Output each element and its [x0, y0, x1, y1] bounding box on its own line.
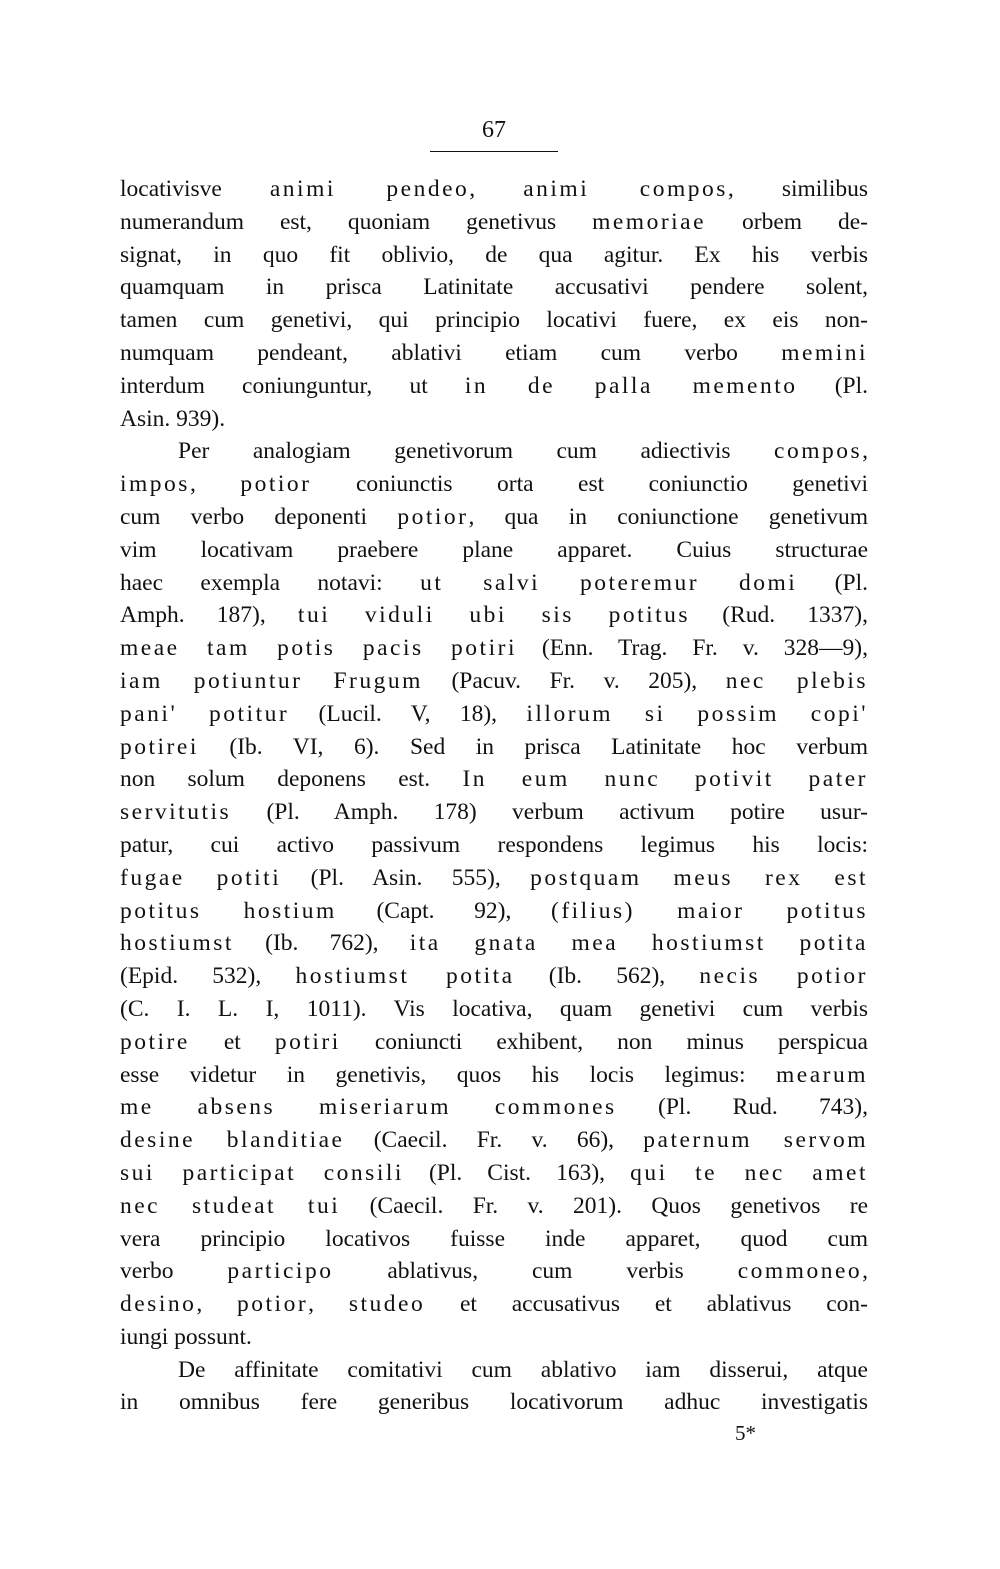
- spaced-emphasis: animi compos: [523, 176, 728, 202]
- spaced-emphasis: necis potior: [699, 963, 868, 990]
- text-line: [120, 1059, 868, 1092]
- text-segment: verbo: [120, 1258, 228, 1285]
- text-segment: ,: [189, 471, 241, 498]
- spaced-emphasis: potior: [240, 471, 312, 498]
- text-line: [120, 1255, 868, 1288]
- spaced-emphasis: nec plebis: [725, 667, 868, 694]
- spaced-emphasis: sui participat consili: [120, 1159, 404, 1186]
- text-line: [120, 599, 868, 632]
- text-line: [120, 1157, 868, 1190]
- text-segment: cum verbo deponenti: [120, 503, 398, 530]
- spaced-emphasis: iam potiuntur Frugum: [120, 667, 423, 694]
- text-line: [120, 1354, 868, 1387]
- text-line: [120, 862, 868, 895]
- text-segment: et accusativus et ablativus con-: [425, 1291, 869, 1318]
- spaced-emphasis: me absens miseriarum commones: [120, 1094, 617, 1121]
- spaced-emphasis: potitus hostium: [120, 897, 337, 924]
- spaced-emphasis: fugae potiti: [120, 864, 282, 891]
- text-line: [120, 665, 868, 698]
- text-segment: (Ib. 562),: [514, 963, 700, 990]
- header-rule: [430, 151, 558, 152]
- text-segment: et: [189, 1028, 275, 1055]
- text-segment: ,: [469, 176, 524, 202]
- text-segment: orbem de-: [706, 208, 869, 235]
- text-segment: non solum deponens est.: [120, 766, 463, 793]
- spaced-emphasis: meae tam potis pacis potiri: [120, 635, 517, 662]
- text-line: [120, 763, 868, 796]
- text-segment: esse videtur in genetivis, quos his locis legimus:: [120, 1061, 776, 1088]
- text-segment: numerandum est, quoniam genetivus: [120, 208, 593, 235]
- text-line: [120, 534, 868, 567]
- text-line: [120, 271, 868, 304]
- spaced-emphasis: illorum si possim copi': [526, 700, 869, 727]
- text-line: [120, 567, 868, 600]
- spaced-emphasis: desino: [120, 1291, 197, 1318]
- text-segment: (Ib. 762),: [233, 930, 410, 957]
- text-segment: vim locativam praebere plane apparet. Cuius structurae: [120, 536, 868, 563]
- text-line: [120, 370, 868, 403]
- spaced-emphasis: memoriae: [592, 208, 707, 235]
- spaced-emphasis: desine blanditiae: [120, 1127, 345, 1154]
- text-line: [120, 1124, 868, 1157]
- text-segment: quamquam in prisca Latinitate accusativi pendere solent,: [120, 274, 868, 301]
- spaced-emphasis: postquam meus rex est: [530, 864, 868, 891]
- text-segment: (Capt. 92),: [336, 897, 551, 924]
- signature-mark: 5*: [735, 1421, 756, 1445]
- text-line: [120, 1386, 868, 1419]
- spaced-emphasis: participo: [227, 1258, 334, 1285]
- text-segment: (Rud. 1337),: [690, 602, 868, 629]
- text-segment: (Ib. VI, 6). Sed in prisca Latinitate hoc verbum: [198, 733, 868, 760]
- text-segment: interdum coniunguntur, ut: [120, 372, 465, 399]
- text-segment: in omnibus fere generibus locativorum adhuc investigatis: [120, 1389, 868, 1416]
- spaced-emphasis: servitutis: [120, 799, 232, 826]
- spaced-emphasis: potior: [237, 1291, 309, 1318]
- text-segment: , similibus: [727, 176, 868, 202]
- spaced-emphasis: potior: [397, 503, 469, 530]
- text-line: [120, 960, 868, 993]
- text-line: [120, 698, 868, 731]
- spaced-emphasis: hostiumst: [120, 930, 234, 957]
- body-text: [120, 173, 868, 1419]
- spaced-emphasis: mearum: [776, 1061, 868, 1088]
- text-line: [120, 173, 868, 206]
- text-segment: De affinitate comitativi cum ablativo iam disserui, atque: [178, 1356, 868, 1383]
- text-segment: (Pl. Amph. 178) verbum activum potire usur-: [231, 799, 868, 826]
- text-line: [120, 304, 868, 337]
- text-line: [120, 895, 868, 928]
- text-segment: (Pl.: [797, 569, 868, 596]
- text-segment: ,: [862, 1258, 868, 1285]
- text-segment: iungi possunt.: [120, 1323, 252, 1350]
- spaced-emphasis: impos: [120, 471, 190, 498]
- spaced-emphasis: pani' potitur: [120, 700, 290, 727]
- text-segment: (Pl.: [797, 372, 868, 399]
- text-line: [120, 731, 868, 764]
- text-segment: (Enn. Trag. Fr. v. 328—9),: [516, 635, 868, 662]
- text-line: [120, 1190, 868, 1223]
- spaced-emphasis: ita gnata mea hostiumst potita: [409, 930, 868, 957]
- text-segment: coniunctis orta est coniunctio genetivi: [311, 471, 868, 498]
- text-segment: (Lucil. V, 18),: [289, 700, 527, 727]
- text-line: [120, 337, 868, 370]
- spaced-emphasis: memini: [781, 339, 868, 366]
- text-segment: (Caecil. Fr. v. 66),: [344, 1127, 644, 1154]
- spaced-emphasis: ut salvi poteremur domi: [420, 569, 798, 596]
- text-line: [120, 1223, 868, 1256]
- text-segment: ,: [196, 1291, 238, 1318]
- text-segment: locativisve: [120, 176, 270, 202]
- spaced-emphasis: commoneo: [737, 1258, 863, 1285]
- spaced-emphasis: potiri: [274, 1028, 341, 1055]
- text-segment: ablativus, cum verbis: [333, 1258, 738, 1285]
- text-line: [120, 993, 868, 1026]
- spaced-emphasis: nec studeat tui: [120, 1192, 341, 1219]
- text-segment: numquam pendeant, ablativi etiam cum verbo: [120, 339, 782, 366]
- spaced-emphasis: (filius) maior potitus: [551, 897, 868, 924]
- text-segment: (C. I. L. I, 1011). Vis locativa, quam genetivi cum verbis: [120, 995, 868, 1022]
- spaced-emphasis: potire: [120, 1028, 190, 1055]
- text-segment: signat, in quo fit oblivio, de qua agitur. Ex his verbis: [120, 241, 868, 268]
- text-segment: (Pl. Cist. 163),: [403, 1159, 631, 1186]
- text-segment: ,: [862, 438, 868, 465]
- text-segment: tamen cum genetivi, qui principio locativi fuere, ex eis non-: [120, 307, 868, 334]
- text-line: [120, 403, 868, 436]
- spaced-emphasis: qui te nec amet: [630, 1159, 868, 1186]
- text-segment: patur, cui activo passivum respondens legimus his locis:: [120, 831, 868, 858]
- text-line: [120, 796, 868, 829]
- spaced-emphasis: paternum servom: [643, 1127, 868, 1154]
- text-segment: (Pl. Asin. 555),: [281, 864, 531, 891]
- text-segment: Amph. 187),: [120, 602, 298, 629]
- text-line: [120, 829, 868, 862]
- text-line: [120, 435, 868, 468]
- spaced-emphasis: potirei: [120, 733, 199, 760]
- text-line: [120, 927, 868, 960]
- text-segment: (Epid. 532),: [120, 963, 296, 990]
- text-segment: (Pl. Rud. 743),: [616, 1094, 868, 1121]
- spaced-emphasis: studeo: [348, 1291, 426, 1318]
- text-line: [120, 1091, 868, 1124]
- text-segment: coniuncti exhibent, non minus perspicua: [340, 1028, 868, 1055]
- spaced-emphasis: compos: [774, 438, 863, 465]
- spaced-emphasis: tui viduli ubi sis potitus: [297, 602, 691, 629]
- text-line: [120, 632, 868, 665]
- spaced-emphasis: animi pendeo: [269, 176, 470, 202]
- text-line: [120, 1026, 868, 1059]
- text-line: [120, 239, 868, 272]
- text-segment: Per analogiam genetivorum cum adiectivis: [178, 438, 775, 465]
- text-line: [120, 468, 868, 501]
- text-line: [120, 1288, 868, 1321]
- text-segment: Asin. 939).: [120, 405, 226, 432]
- text-line: [120, 501, 868, 534]
- text-segment: , qua in coniunctione genetivum: [468, 503, 868, 530]
- text-segment: ,: [308, 1291, 349, 1318]
- spaced-emphasis: hostiumst potita: [295, 963, 515, 990]
- text-line: [120, 206, 868, 239]
- page-number: 67: [482, 117, 506, 143]
- spaced-emphasis: In eum nunc potivit pater: [462, 766, 868, 793]
- text-line: [120, 1321, 868, 1354]
- text-segment: (Caecil. Fr. v. 201). Quos genetivos re: [340, 1192, 869, 1219]
- text-segment: vera principio locativos fuisse inde apparet, quod cum: [120, 1225, 868, 1252]
- text-segment: (Pacuv. Fr. v. 205),: [422, 667, 726, 694]
- spaced-emphasis: in de palla memento: [464, 372, 798, 399]
- text-segment: haec exempla notavi:: [120, 569, 421, 596]
